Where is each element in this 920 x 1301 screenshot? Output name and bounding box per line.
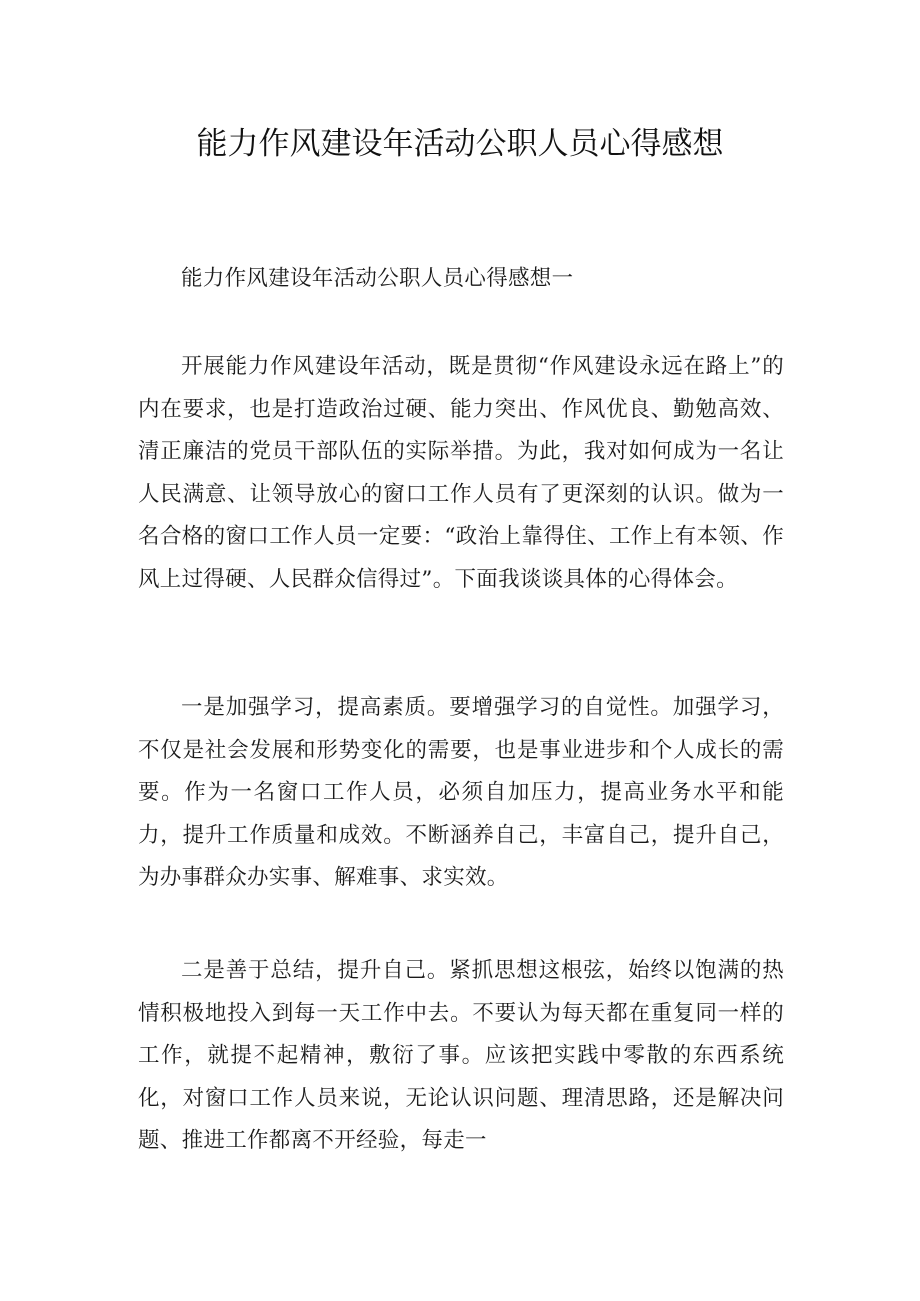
section-subheading: 能力作风建设年活动公职人员心得感想一: [181, 266, 574, 291]
paragraph-point-one: 一是加强学习，提高素质。要增强学习的自觉性。加强学习，不仅是社会发展和形势变化的需要，也是事业进步和个人成长的需要。作为一名窗口工作人员，必须自加压力，提高业务水平和能力，提升工作质量和成效。不断涵养自己，丰富自己，提升自己，为办事群众办实事、解难事、求实效。: [138, 695, 784, 891]
document-title: 能力作风建设年活动公职人员心得感想: [196, 126, 724, 162]
paragraph-point-two: 二是善于总结，提升自己。紧抓思想这根弦，始终以饱满的热情积极地投入到每一天工作中去。不要认为每天都在重复同一样的工作，就提不起精神，敷衍了事。应该把实践中零散的东西系统化，对窗口工作人员来说，无论认识问题、理清思路，还是解决问题、推进工作都离不开经验，每走一: [138, 958, 784, 1154]
paragraph-intro: 开展能力作风建设年活动，既是贯彻“作风建设永远在路上”的内在要求，也是打造政治过硬、能力突出、作风优良、勤勉高效、清正廉洁的党员干部队伍的实际举措。为此，我对如何成为一名让人民满意、让领导放心的窗口工作人员有了更深刻的认识。做为一名合格的窗口工作人员一定要：“政治上靠得住、工作上有本领、作风上过得硬、人民群众信得过”。下面我谈谈具体的心得体会。: [138, 354, 784, 592]
